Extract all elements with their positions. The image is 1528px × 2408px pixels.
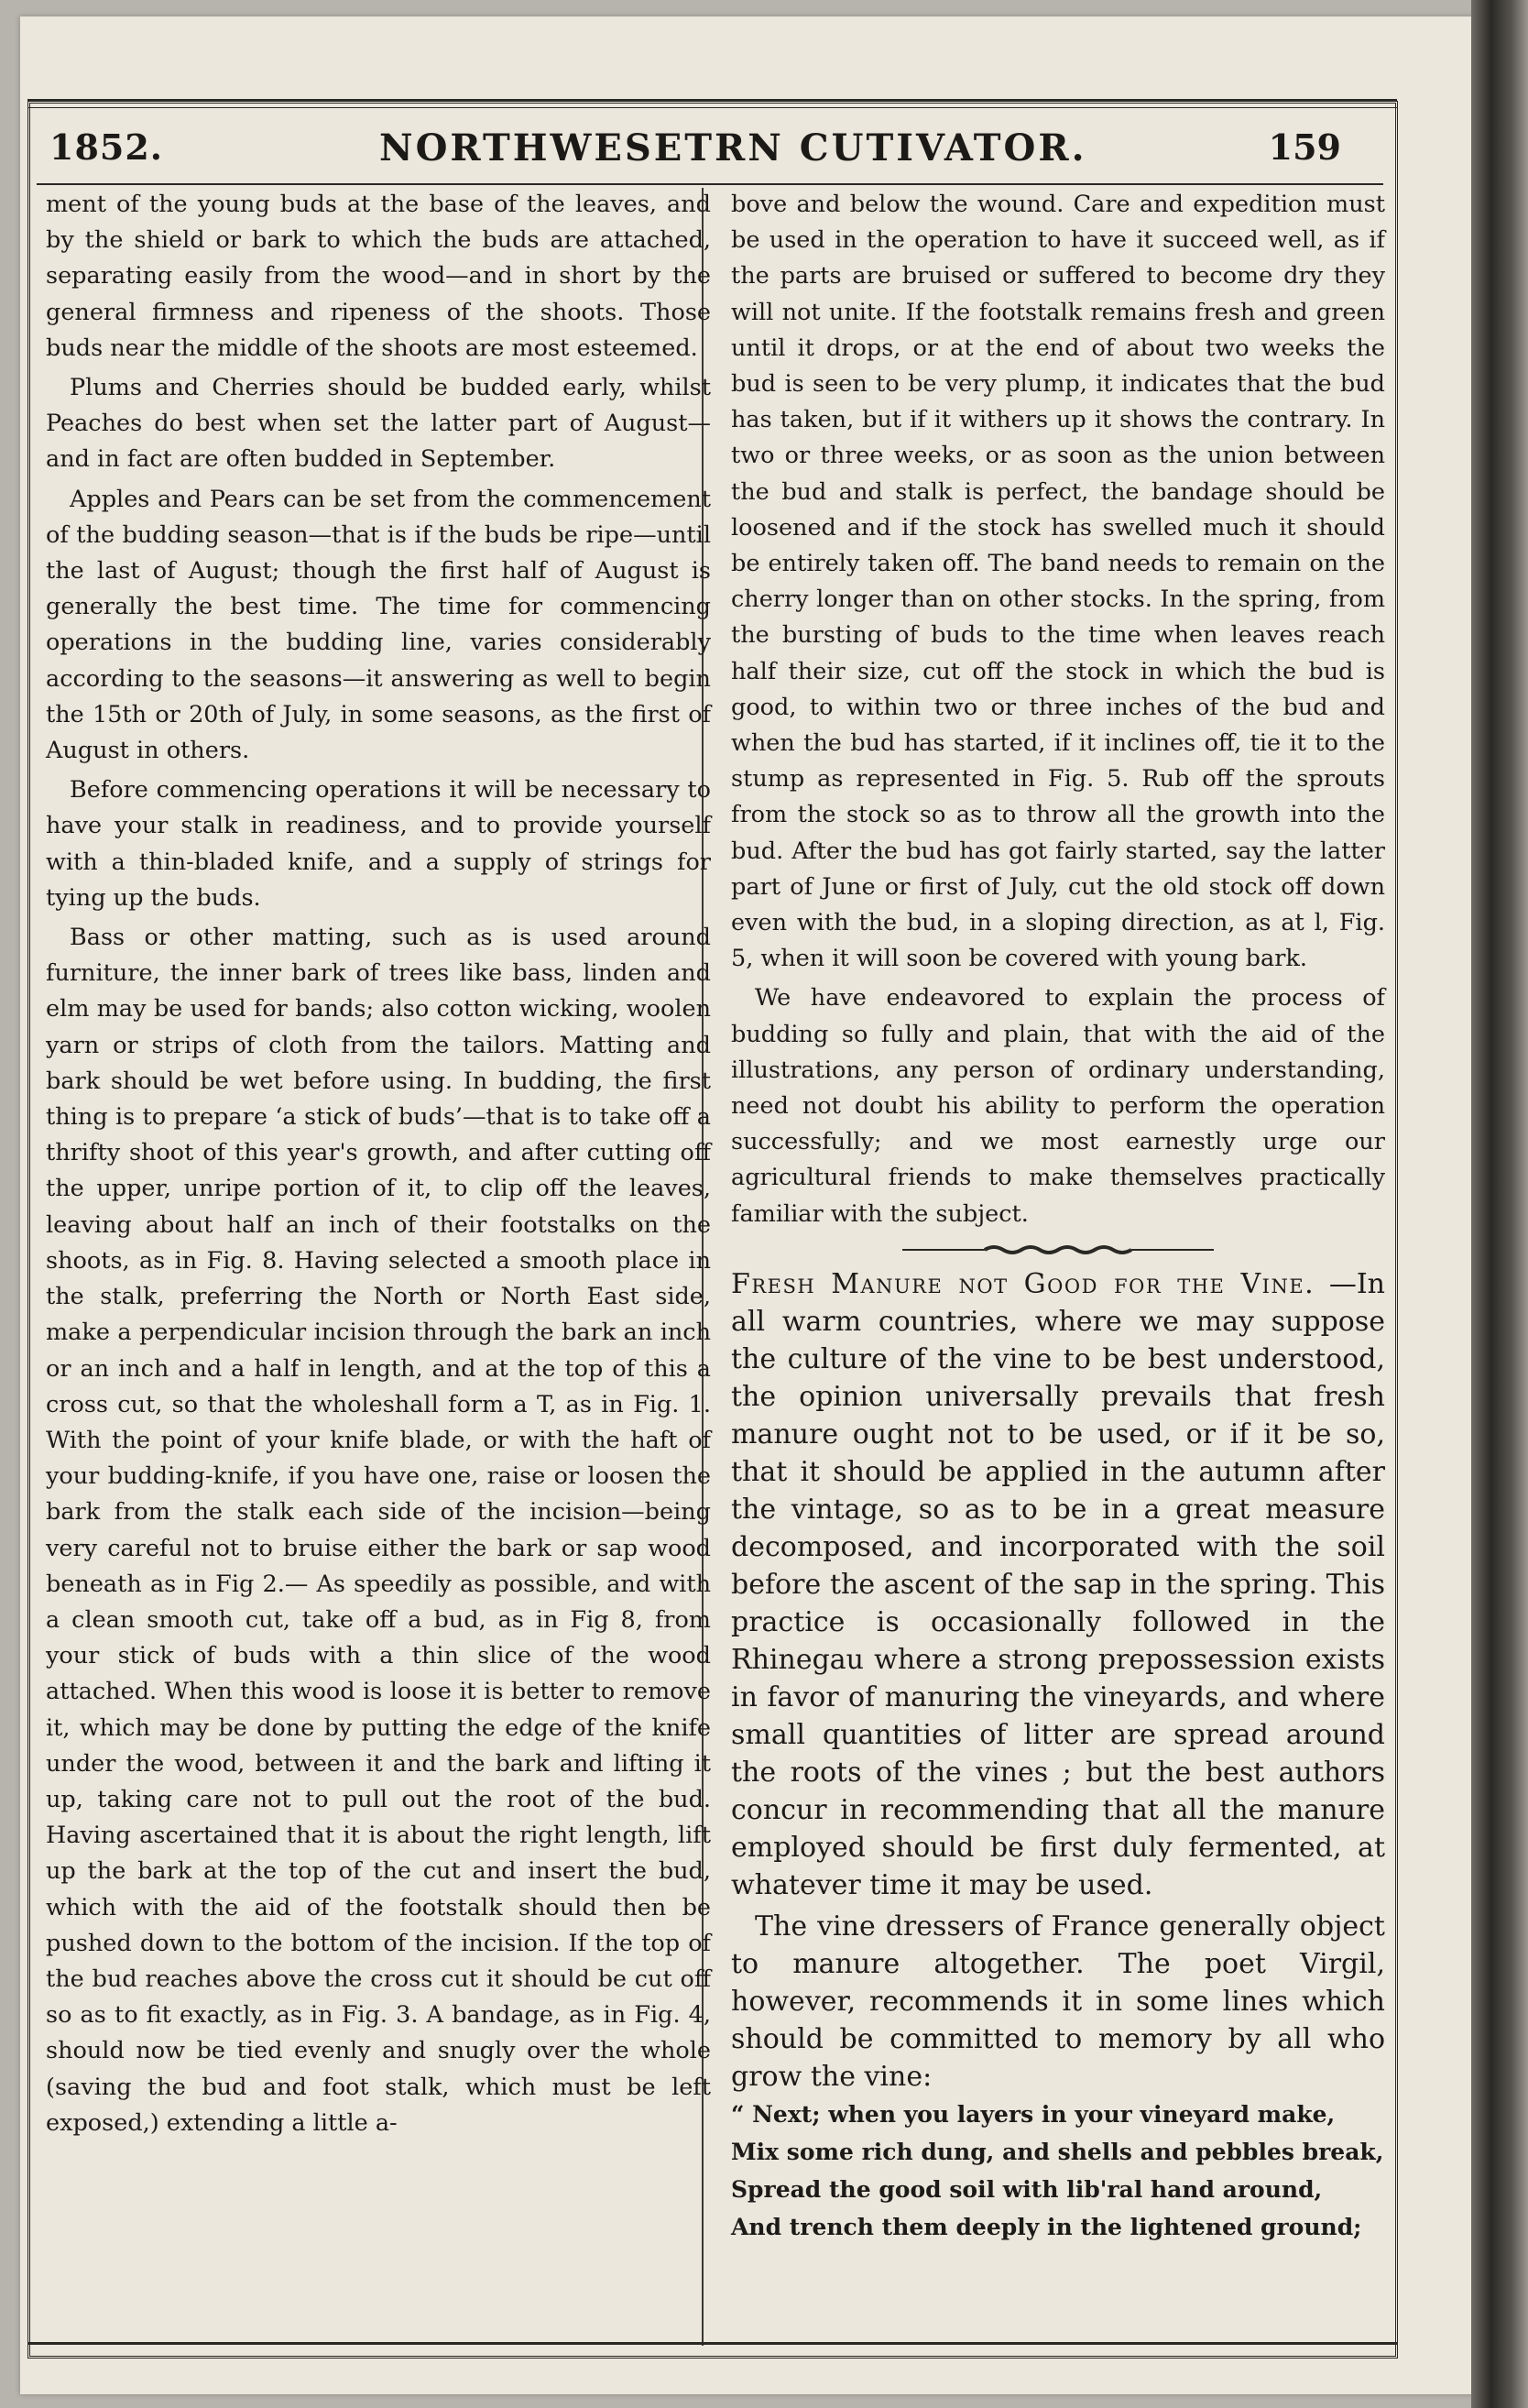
left-paragraph-5: Bass or other matting, such as is used around furniture, the inner bark of trees like bass, linden and elm may be used for bands; also cotton wicking, woolen yarn or strips of cloth from the tailors. Matting and bark should be wet before using. In budding, the first thing is to prepare ‘a stick of buds’—that is to take off a thrifty shoot of this year's growth, and after cutting off the upper, unripe portion of it, to clip off the leaves, leaving about half an inch of their footstalks on the shoots, as in Fig. 8. Having selected a smooth place in the stalk, preferring the North or North East side, make a perpendicular incision through the bark an inch or an inch and a half in length, and at the top of this a cross cut, so that the wholeshall form a T, as in Fig. 1. With the point of your knife blade, or with the haft of your budding-knife, if you have one, raise or loosen the bark from the stalk each side of the incision—being very careful not to bruise either the bark or sap wood beneath as in Fig 2.— As speedily as possible, and with a clean smooth cut, take off a bud, as in Fig 8, from your stick of buds with a thin slice of the wood attached. When this wood is loose it is better to remove it, which may be done by putting the edge of the knife under the wood, between it and the bark and lifting it up, taking care not to pull out the root of the bud. Having ascertained that it is about the right length, lift up the bark at the top of the cut and insert the bud, which with the aid of the footstalk should then be pushed down to the bottom of the incision. If the top of the bud reaches above the cross cut it should be cut off so as to fit exactly, as in Fig. 3. A bandage, as in Fig. 4, should now be tied evenly and snugly over the whole (saving the bud and foot stalk, which must be left exposed,) extending a little a- [46, 924, 711, 2137]
book-spine [1471, 0, 1528, 2408]
left-paragraph-1: ment of the young buds at the base of the leaves, and by the shield or bark to which the buds are attached, separating easily from the wood—and in short by the general firmness and ripeness of the shoots. Those buds near the middle of the shoots are most esteemed. [46, 191, 711, 362]
header-year: 1852. [49, 126, 163, 168]
left-paragraph-3: Apples and Pears can be set from the commencement of the budding season—that is if the buds be ripe—until the last of August; though the first half of August is generally the best time. The time for commencing operations in the budding line, varies considerably according to the seasons—it answering as well to begin the 15th or 20th of July, in some seasons, as the first of August in others. [46, 485, 711, 765]
header-rule [37, 183, 1383, 185]
bottom-rule [27, 2342, 1397, 2345]
left-paragraph-2: Plums and Cherries should be budded early, whilst Peaches do best when set the latter part of August—and in fact are often budded in September. [46, 374, 711, 474]
article-paragraph-1: —In all warm countries, where we may suppose the culture of the vine to be best understood, the opinion universally prevails that fresh manure ought not to be used, or if it be so, that it should be applied in the autumn after the vintage, so as to be in a great measure decomposed, and incorporated with the soil before the ascent of the sap in the spring. This practice is occasionally followed in the Rhinegau where a strong prepossession exists in favor of manuring the vineyards, and where small quantities of litter are spread around the roots of the vines ; but the best authors concur in recommending that all the manure employed should be first duly fermented, at whatever time it may be used. [731, 1267, 1385, 1901]
section-separator [902, 1243, 1214, 1256]
left-column [46, 187, 711, 2141]
running-header [49, 126, 1350, 181]
header-title: NORTHWESETRN CUTIVATOR. [379, 126, 1087, 170]
article-heading: Fresh Manure not Good for the Vine. [731, 1267, 1315, 1300]
right-column [731, 187, 1385, 2246]
virgil-poem [731, 2096, 1385, 2246]
right-paragraph-2: We have endeavored to explain the process of budding so fully and plain, that with the aid of the illustrations, any person of ordinary understanding, need not doubt his ability to perform the operation successfully; and we most earnestly urge our agricultural friends to make themselves practically familiar with the subject. [731, 984, 1385, 1228]
poem-line: And trench them deeply in the lightened ground; [731, 2213, 1362, 2240]
right-paragraph-1: bove and below the wound. Care and expedition must be used in the operation to have it succeed well, as if the parts are bruised or suffered to become dry they will not unite. If the footstalk remains fresh and green until it drops, or at the end of about two weeks the bud is seen to be very plump, it indicates that the bud has taken, but if it withers up it shows the contrary. In two or three weeks, or as soon as the union between the bud and stalk is perfect, the bandage should be loosened and if the stock has swelled much it should be entirely taken off. The band needs to remain on the cherry longer than on other stocks. In the spring, from the bursting of buds to the time when leaves reach half their size, cut off the stock in which the bud is good, to within two or three inches of the bud and when the bud has started, if it inclines off, tie it to the stump as represented in Fig. 5. Rub off the sprouts from the stock so as to throw all the growth into the bud. After the bud has got fairly started, say the latter part of June or first of July, cut the old stock off down even with the bud, in a sloping direction, as at l, Fig. 5, when it will soon be covered with young bark. [731, 191, 1385, 973]
poem-line: “ Next; when you layers in your vineyard make, [731, 2100, 1336, 2128]
poem-line: Spread the good soil with lib'ral hand around, [731, 2175, 1323, 2203]
left-paragraph-4: Before commencing operations it will be necessary to have your stalk in readiness, and to provide yourself with a thin-bladed knife, and a supply of strings for tying up the buds. [46, 776, 711, 912]
page-number: 159 [1268, 126, 1341, 168]
poem-line: Mix some rich dung, and shells and pebbles break, [731, 2138, 1384, 2165]
vine-article [731, 1265, 1385, 2096]
article-paragraph-2: The vine dressers of France generally object to manure altogether. The poet Virgil, however, recommends it in some lines which should be committed to memory by all who grow the vine: [731, 1910, 1385, 2093]
